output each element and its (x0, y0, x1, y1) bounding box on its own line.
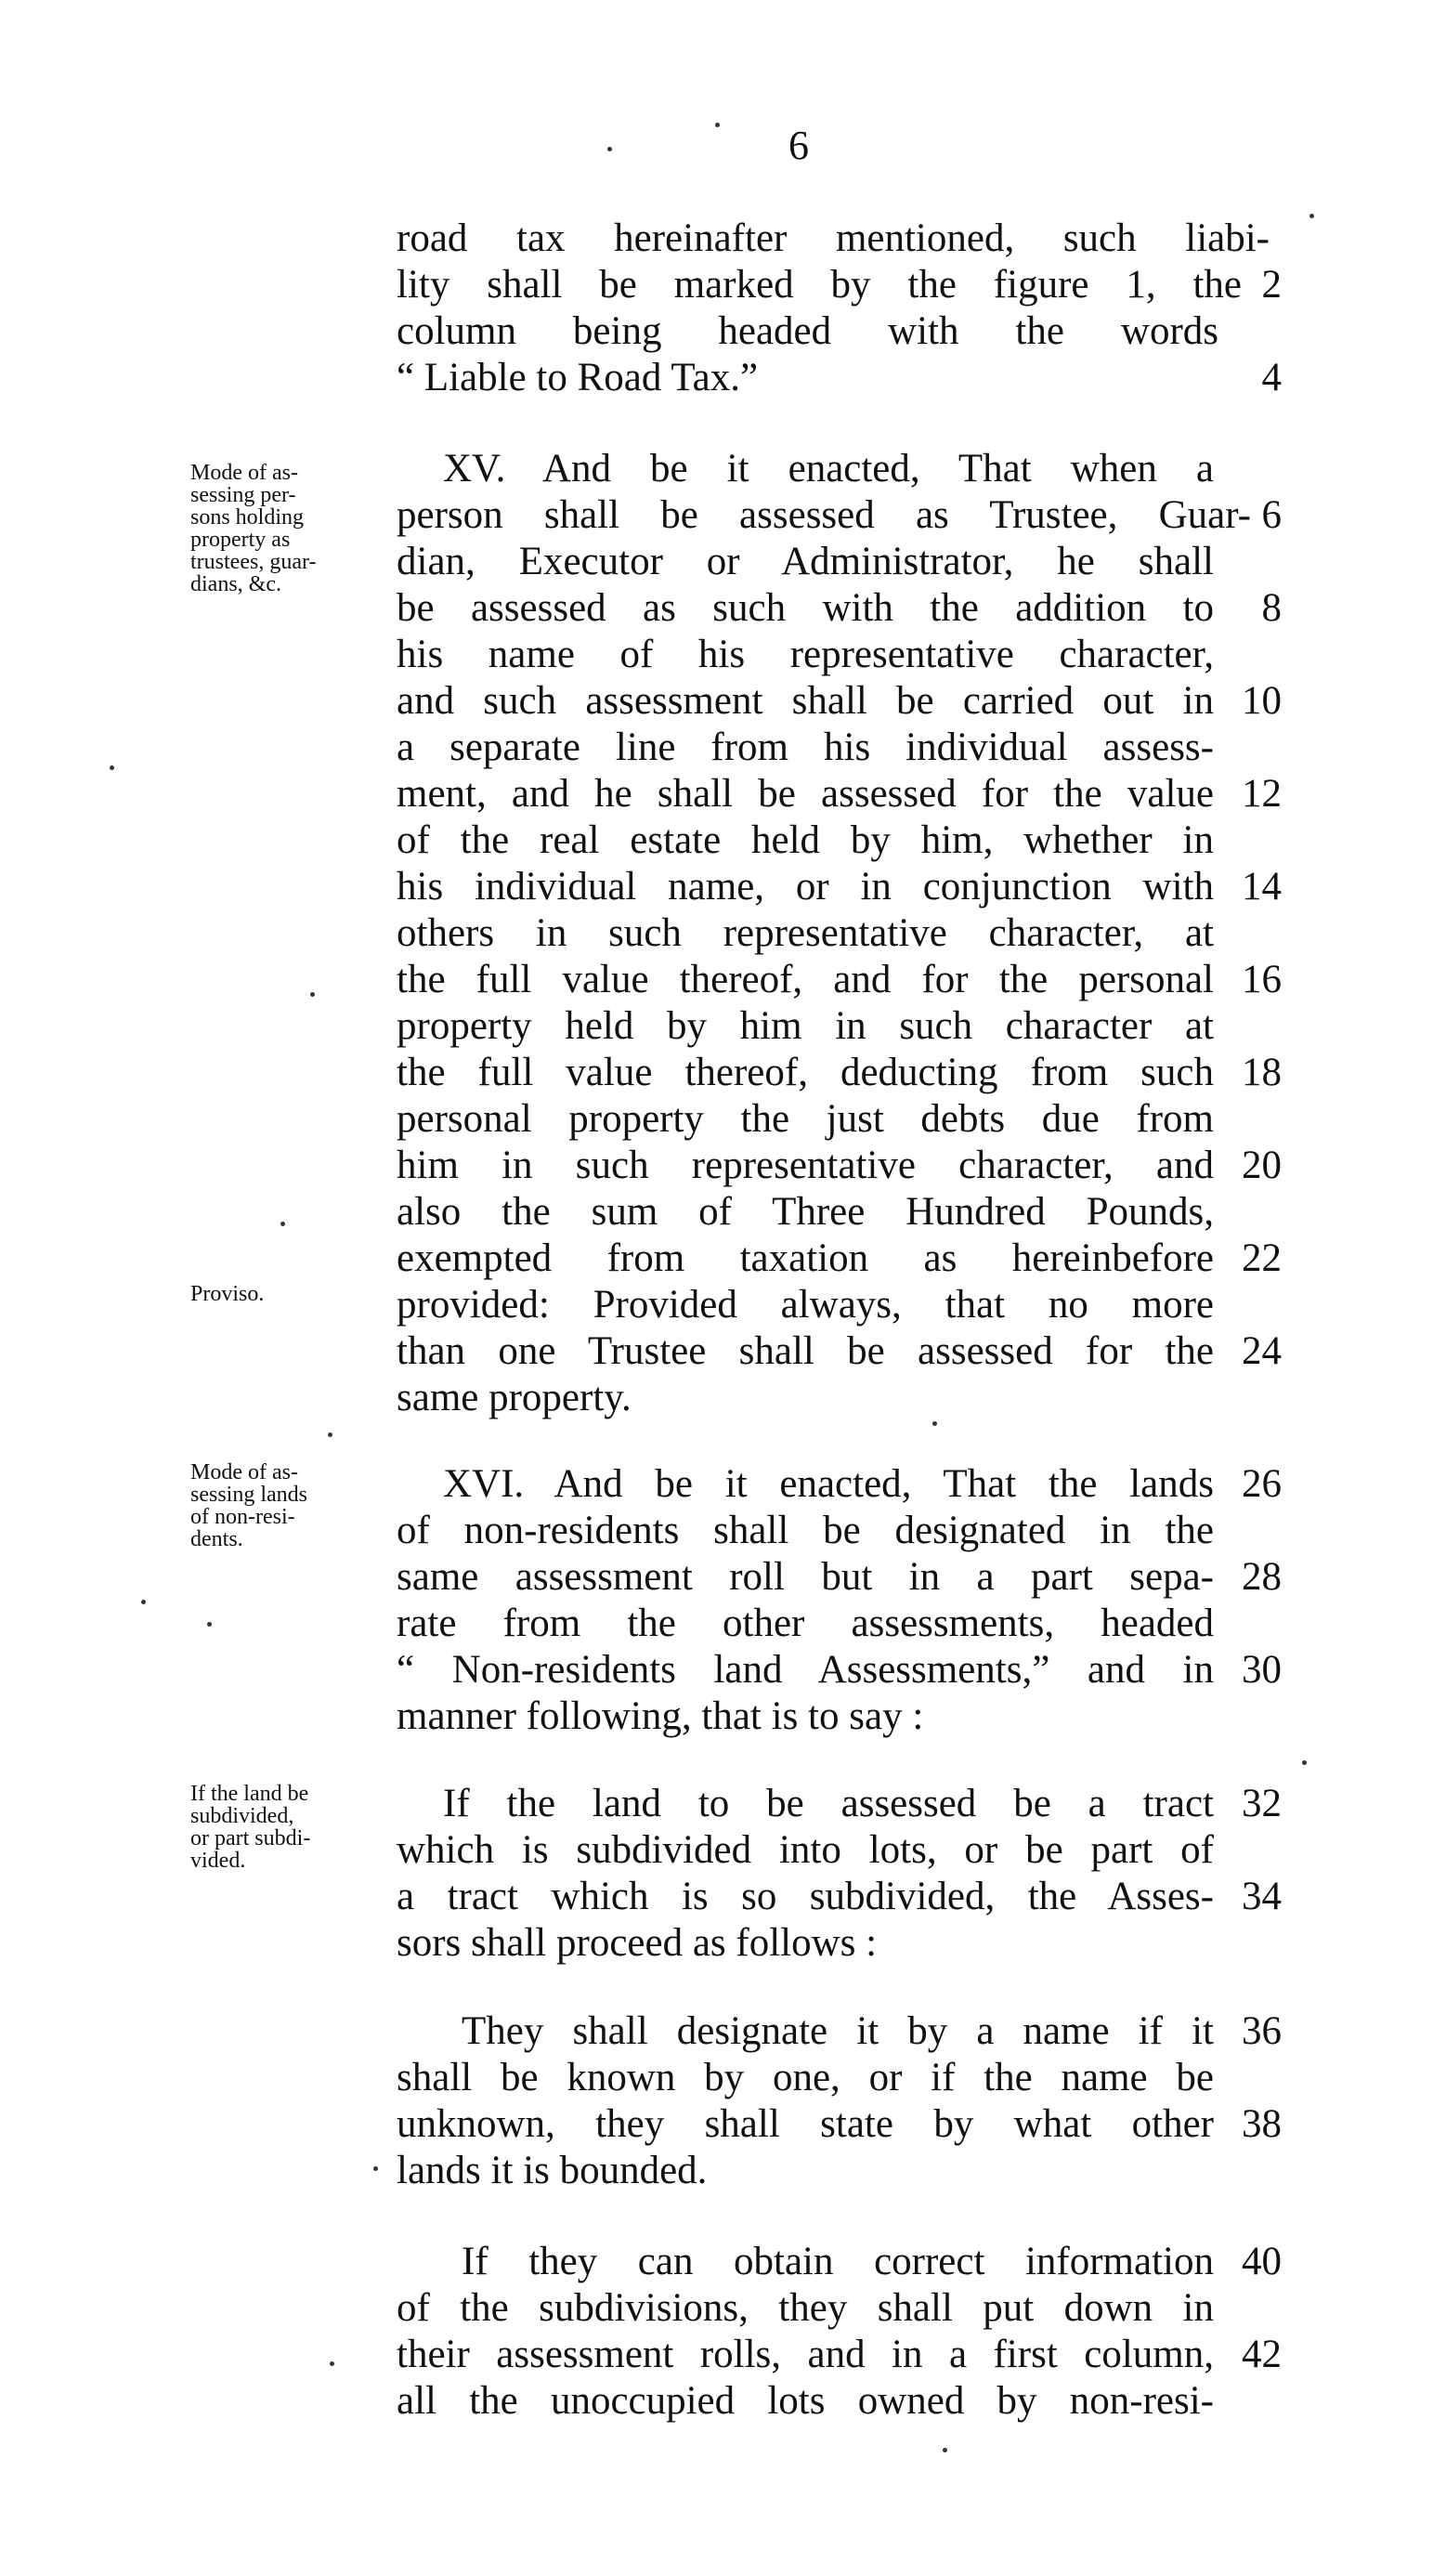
line-number: 30 (1242, 1648, 1282, 1692)
body-line: others in such representative character, at (397, 911, 1214, 955)
scan-speck (943, 2448, 947, 2452)
line-number: 18 (1242, 1051, 1282, 1094)
line-number: 42 (1242, 2333, 1282, 2376)
body-line: manner following, that is to say : (397, 1694, 924, 1738)
scan-speck (110, 765, 114, 770)
sidenote-line: dents. (190, 1527, 243, 1551)
body-line: his name of his representative character, (397, 633, 1214, 676)
scan-speck (328, 1432, 332, 1437)
body-line: his individual name, or in conjunction with (397, 865, 1214, 909)
body-line: their assessment rolls, and in a first column, (397, 2333, 1214, 2376)
body-line: the full value thereof, deducting from such (397, 1051, 1214, 1094)
body-line: be assessed as such with the addition to (397, 586, 1214, 630)
body-line: XVI. And be it enacted, That the lands (443, 1462, 1214, 1506)
sidenote-line: sons holding (190, 505, 305, 530)
scan-speck (330, 2361, 334, 2366)
body-line: “ Liable to Road Tax.” (397, 356, 759, 399)
body-line: than one Trustee shall be assessed for the (397, 1329, 1214, 1373)
line-number: 14 (1242, 865, 1282, 909)
scan-speck (280, 1222, 285, 1226)
body-line: sors shall proceed as follows : (397, 1921, 878, 1965)
line-number: 2 (1261, 263, 1282, 307)
sidenote-line: dians, &c. (190, 572, 281, 596)
line-number: 4 (1261, 356, 1282, 399)
scan-speck (373, 2166, 378, 2171)
line-number: 34 (1242, 1875, 1282, 1918)
page-number: 6 (788, 123, 809, 168)
body-line: same property. (397, 1376, 632, 1419)
line-number: 10 (1242, 679, 1282, 723)
line-number: 24 (1242, 1329, 1282, 1373)
body-line: same assessment roll but in a part sepa- (397, 1555, 1214, 1599)
sidenote-line: sessing lands (190, 1483, 307, 1507)
body-line: lands it is bounded. (397, 2149, 708, 2192)
scan-speck (607, 147, 612, 151)
body-line: ment, and he shall be assessed for the value (397, 772, 1214, 816)
body-line: a tract which is so subdivided, the Asses- (397, 1875, 1214, 1918)
scan-speck (207, 1622, 212, 1627)
sidenote-line: Proviso. (190, 1282, 265, 1306)
line-number: 6 (1261, 493, 1282, 537)
sidenote-line: Mode of as- (190, 461, 298, 485)
main-text (397, 0, 1270, 2576)
body-line: XV. And be it enacted, That when a (443, 447, 1214, 490)
sidenote-proviso (190, 1283, 376, 1305)
body-line: lity shall be marked by the figure 1, the (397, 263, 1242, 307)
body-line: personal property the just debts due from (397, 1097, 1214, 1141)
body-line: which is subdivided into lots, or be part of (397, 1828, 1214, 1872)
body-line: shall be known by one, or if the name be (397, 2056, 1214, 2099)
sidenote-if-land-subdivided (190, 1783, 376, 1872)
line-number: 22 (1242, 1236, 1282, 1280)
body-line: If they can obtain correct information (462, 2240, 1214, 2283)
line-number: 16 (1242, 958, 1282, 1001)
scan-speck (932, 1421, 937, 1426)
sidenote-mode-of-assessing-non-residents (190, 1461, 376, 1550)
body-line: dian, Executor or Administrator, he shall (397, 540, 1214, 583)
scan-speck (1309, 214, 1314, 218)
body-line: of the real estate held by him, whether in (397, 818, 1214, 862)
sidenote-line: vided. (190, 1849, 246, 1873)
sidenote-line: trustees, guar- (190, 550, 317, 574)
line-number: 20 (1242, 1144, 1282, 1187)
body-line: If the land to be assessed be a tract (443, 1782, 1214, 1825)
sidenote-line: or part subdi- (190, 1826, 311, 1850)
line-number: 36 (1242, 2009, 1282, 2053)
body-line: a separate line from his individual assess- (397, 726, 1214, 769)
sidenote-line: If the land be (190, 1782, 309, 1806)
body-line: “ Non-residents land Assessments,” and in (397, 1648, 1214, 1692)
line-number: 32 (1242, 1782, 1282, 1825)
body-line: column being headed with the words (397, 309, 1218, 353)
scan-speck (715, 123, 720, 127)
body-line: person shall be assessed as Trustee, Guar- (397, 493, 1251, 537)
body-line: and such assessment shall be carried out in (397, 679, 1214, 723)
body-line: exempted from taxation as hereinbefore (397, 1236, 1214, 1280)
line-number: 40 (1242, 2240, 1282, 2283)
line-number: 12 (1242, 772, 1282, 816)
line-number: 26 (1242, 1462, 1282, 1506)
body-line: also the sum of Three Hundred Pounds, (397, 1190, 1214, 1234)
body-line: provided: Provided always, that no more (397, 1283, 1214, 1327)
line-number: 8 (1261, 586, 1282, 630)
body-line: property held by him in such character at (397, 1004, 1214, 1048)
scan-speck (1302, 1760, 1307, 1765)
scan-speck (310, 992, 315, 997)
body-line: the full value thereof, and for the personal (397, 958, 1214, 1001)
body-line: They shall designate it by a name if it (462, 2009, 1214, 2053)
sidenote-line: Mode of as- (190, 1460, 298, 1484)
body-line: him in such representative character, and (397, 1144, 1214, 1187)
body-line: of the subdivisions, they shall put down in (397, 2286, 1214, 2330)
body-line: of non-residents shall be designated in the (397, 1509, 1214, 1552)
sidenote-mode-of-assessing-trustees (190, 462, 376, 595)
body-line: all the unoccupied lots owned by non-resi- (397, 2379, 1214, 2423)
scan-speck (141, 1600, 146, 1604)
line-number: 28 (1242, 1555, 1282, 1599)
body-line: unknown, they shall state by what other (397, 2102, 1214, 2146)
sidenote-line: sessing per- (190, 483, 296, 507)
line-number: 38 (1242, 2102, 1282, 2146)
body-line: rate from the other assessments, headed (397, 1602, 1214, 1645)
sidenote-line: property as (190, 528, 291, 552)
sidenote-line: of non-resi- (190, 1505, 295, 1529)
sidenote-line: subdivided, (190, 1804, 294, 1828)
body-line: road tax hereinafter mentioned, such liabi- (397, 216, 1270, 260)
